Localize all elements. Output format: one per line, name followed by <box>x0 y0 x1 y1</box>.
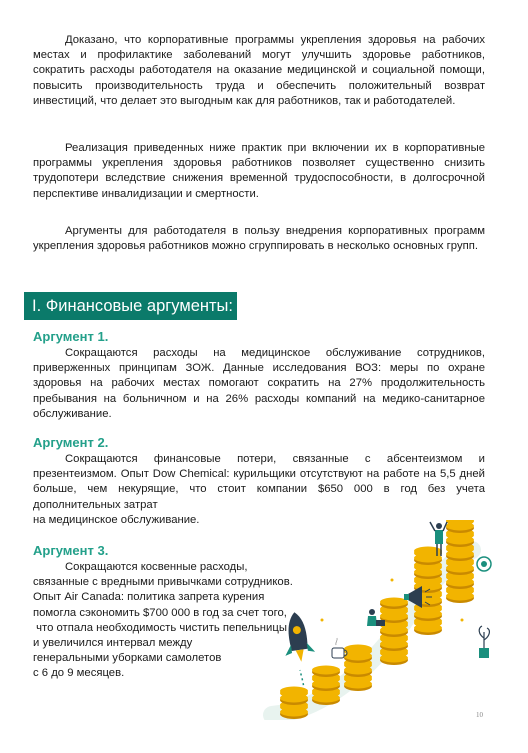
coin-stack-icon <box>280 520 474 719</box>
argument-2-text <box>33 452 485 528</box>
argument-3-line: и увеличился интервал между <box>33 637 193 650</box>
argument-2-body-end: на медицинское обслуживание. <box>33 513 200 526</box>
target-icon <box>477 557 491 571</box>
rocket-icon <box>280 610 317 664</box>
growth-illustration <box>262 520 502 720</box>
page-number: 10 <box>476 711 483 719</box>
section-banner: I. Финансовые аргументы: <box>24 292 237 320</box>
intro-paragraph-1: Доказано, что корпоративные программы укрепления здоровья на рабочих местах и профилактике заболеваний могут улучшить здоровье работников, сократить расходы работодателя на оказание медицинской и социальной помощи, повысить производительность труда и обеспечить положительный возврат инвестиций, что делает это выгодным как для работников, так и работодателей. <box>33 34 485 107</box>
argument-3-line: связанные с вредными привычками сотрудников. <box>33 576 293 589</box>
coin-top <box>280 687 308 696</box>
argument-3-line: генеральными уборками самолетов <box>33 652 222 665</box>
argument-3-line: Опыт Air Canada: политика запрета курения <box>33 591 265 604</box>
argument-3-line: что отпала необходимость чистить пепельницы <box>33 621 287 634</box>
laptop-icon <box>376 620 385 626</box>
argument-2-body: Сокращаются финансовые потери, связанные с абсентеизмом и презентеизмом. Опыт Dow Chemical: курильщики отсутствуют на работе на 5,5 дней больше, чем некурящие, что стоит компании $650 000 в год без учета дополнительных затрат <box>33 453 485 511</box>
argument-3-line: с 6 до 9 месяцев. <box>33 667 125 680</box>
argument-1-body: Сокращаются расходы на медицинское обслуживание сотрудников, приверженных принципам ЗОЖ. Данные исследования ВОЗ: меры по охране здоровья на рабочих местах помогают сократить на 27% продолжительность пребывания на больничном и на 26% расходы компаний на медико-санитарное обслуживание. <box>33 347 485 420</box>
argument-1-heading: Аргумент 1. <box>33 329 109 344</box>
coin-top <box>380 598 408 607</box>
plant-icon <box>479 626 489 658</box>
coin-top <box>344 645 372 654</box>
argument-3-heading: Аргумент 3. <box>33 543 109 558</box>
coin-top <box>312 666 340 675</box>
intro-paragraph-3: Аргументы для работодателя в пользу внедрения корпоративных программ укрепления здоровья работников можно сгруппировать в несколько основных групп. <box>33 225 485 253</box>
argument-2-heading: Аргумент 2. <box>33 435 109 450</box>
coin-top <box>414 547 442 556</box>
argument-3-line: помогла сэкономить $700 000 в год за счет того, <box>33 606 287 619</box>
argument-3-line: Сокращаются косвенные расходы, <box>65 561 248 573</box>
argument-1-text <box>33 346 485 422</box>
intro-paragraph-2: Реализация приведенных ниже практик при включении их в корпоративные программы укрепления здоровья работников позволяет существенно снизить трудопотери вследствие снижения временной трудоспособности, в долгосрочной перспективе инвалидизации и смертности. <box>33 142 485 200</box>
